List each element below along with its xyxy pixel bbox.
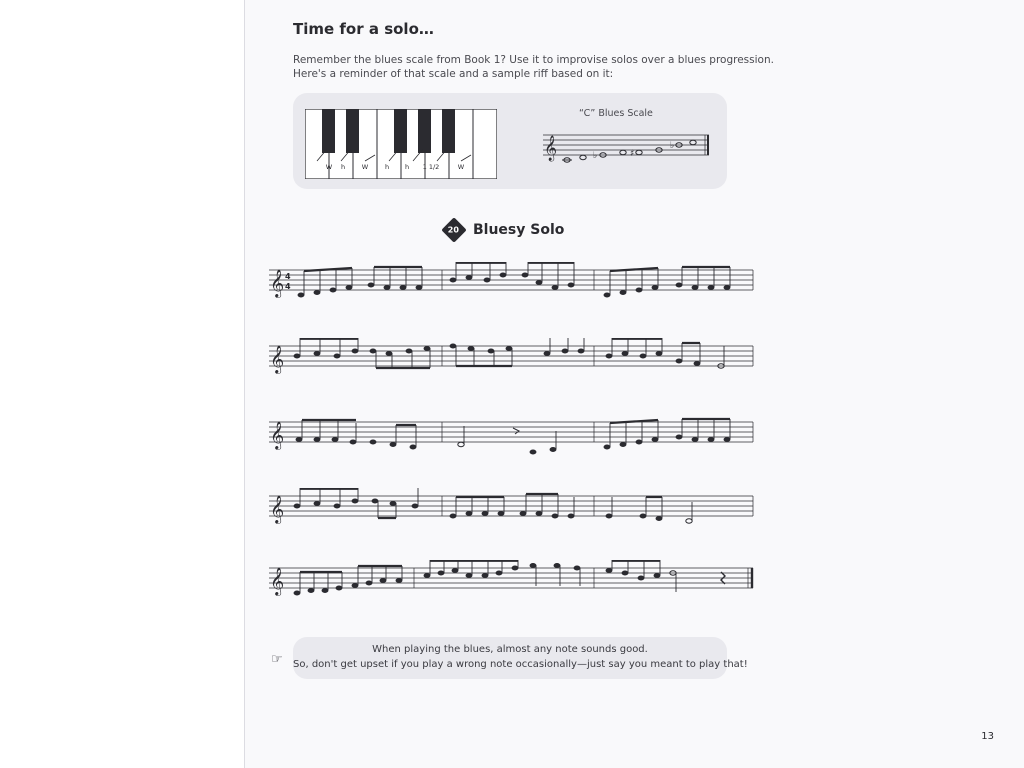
treble-clef-icon: 𝄞 bbox=[270, 269, 285, 297]
interval-label: W bbox=[457, 163, 465, 171]
tip-line-2: So, don't get upset if you play a wrong note occasionally—just say you meant to play that! bbox=[293, 659, 748, 670]
music-staff-1 bbox=[269, 262, 759, 302]
interval-label: h bbox=[404, 163, 410, 171]
book-page bbox=[244, 0, 1024, 768]
piece-title: Bluesy Solo bbox=[473, 222, 565, 238]
blues-scale-staff bbox=[543, 129, 713, 169]
svg-text:♯: ♯ bbox=[630, 149, 635, 159]
treble-clef-icon: 𝄞 bbox=[270, 421, 285, 449]
treble-clef-icon: 𝄞 bbox=[270, 495, 285, 523]
treble-clef-icon: 𝄞 bbox=[544, 136, 558, 161]
track-number: 20 bbox=[448, 225, 460, 235]
music-staff-2 bbox=[269, 338, 759, 378]
intro-line-2: Here's a reminder of that scale and a sample riff based on it: bbox=[293, 68, 614, 80]
track-number-badge bbox=[441, 217, 466, 242]
treble-clef-icon: 𝄞 bbox=[270, 345, 285, 373]
tip-box bbox=[293, 637, 748, 679]
page-number: 13 bbox=[981, 731, 994, 742]
interval-label: W bbox=[361, 163, 369, 171]
svg-text:♭: ♭ bbox=[593, 151, 598, 161]
svg-text:♭: ♭ bbox=[670, 141, 675, 151]
interval-label: 1 1/2 bbox=[422, 163, 440, 171]
music-staff-4 bbox=[269, 488, 759, 528]
interval-label: h bbox=[340, 163, 346, 171]
blues-scale-panel bbox=[293, 93, 727, 189]
time-signature bbox=[285, 272, 291, 291]
music-staff-3 bbox=[269, 414, 759, 458]
pointing-hand-icon: ☞ bbox=[271, 652, 283, 667]
intro-line-1: Remember the blues scale from Book 1? Use it to improvise solos over a blues progression. bbox=[293, 54, 774, 66]
piano-keyboard-diagram bbox=[305, 109, 497, 179]
svg-text:4: 4 bbox=[285, 282, 291, 291]
svg-text:4: 4 bbox=[285, 272, 291, 281]
interval-label: h bbox=[384, 163, 390, 171]
scale-title: “C” Blues Scale bbox=[579, 108, 653, 119]
interval-label: W bbox=[325, 163, 333, 171]
intro-text bbox=[293, 53, 774, 81]
piece-header bbox=[445, 219, 564, 241]
treble-clef-icon: 𝄞 bbox=[270, 567, 285, 595]
scan-margin bbox=[0, 0, 244, 768]
music-staff-5 bbox=[269, 560, 759, 600]
section-title: Time for a solo… bbox=[293, 20, 434, 38]
tip-line-1: When playing the blues, almost any note sounds good. bbox=[372, 644, 648, 655]
